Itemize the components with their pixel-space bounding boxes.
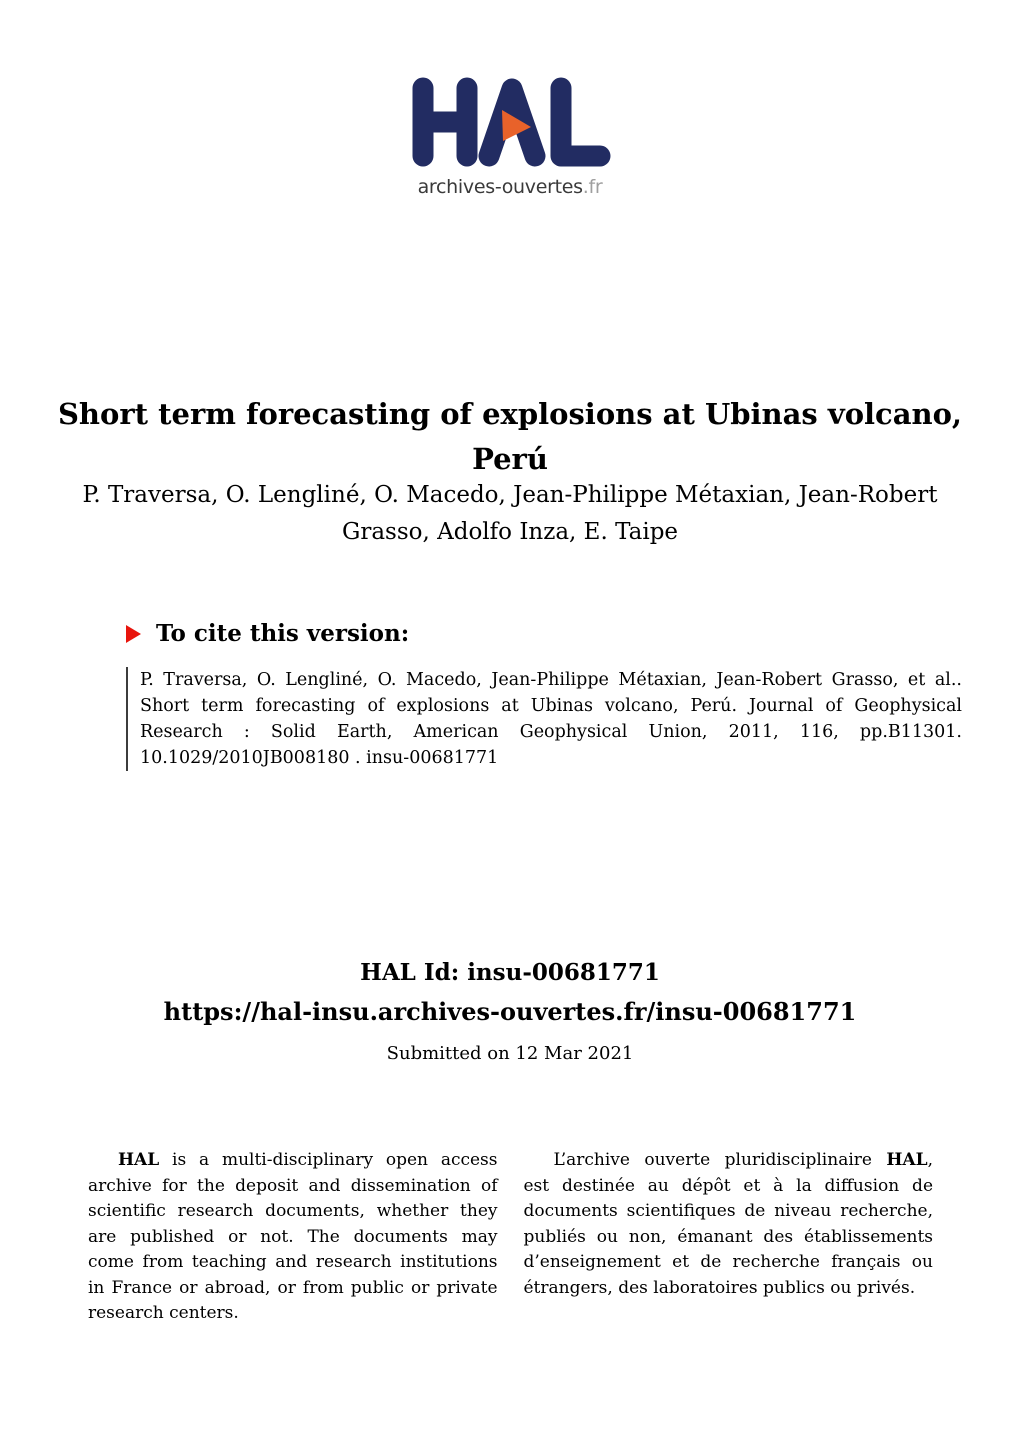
- about-hal-french-pre: L’archive ouverte pluridisciplinaire: [553, 1150, 887, 1170]
- hal-logo-letter-l: [561, 88, 600, 156]
- hal-logo-icon: [408, 76, 613, 168]
- hal-id-block: [0, 958, 1020, 1064]
- hal-logo-subtext: [0, 176, 1020, 198]
- paper-authors: [0, 477, 1020, 551]
- authors-line: P. Traversa, O. Lengliné, O. Macedo, Jean-Philippe Métaxian, Jean-Robert: [82, 482, 938, 508]
- submitted-date: Submitted on 12 Mar 2021: [386, 1043, 634, 1064]
- hal-logo-block: [0, 76, 1020, 198]
- hal-logo-subtext-main: archives-ouvertes: [417, 176, 583, 198]
- hal-bold-lead: HAL: [118, 1150, 160, 1170]
- hal-bold-lead: HAL: [886, 1150, 928, 1170]
- hal-id-url-link[interactable]: https://hal-insu.archives-ouvertes.fr/insu-00681771: [163, 997, 857, 1026]
- red-triangle-bullet-icon: [126, 625, 141, 643]
- paper-title: [0, 392, 1020, 482]
- about-hal-columns: [88, 1148, 933, 1327]
- hal-logo-letter-h: [423, 88, 467, 156]
- cite-heading-label: To cite this version:: [156, 620, 410, 647]
- about-hal-french-text: , est destinée au dépôt et à la diffusion de documents scientifiques de niveau recherche, publiés ou non, émanant des établissements d’enseignement et de recherche français ou étrangers, des laboratoires publics ou privés.: [523, 1150, 933, 1298]
- citation-text: P. Traversa, O. Lengliné, O. Macedo, Jean-Philippe Métaxian, Jean-Robert Grasso, et al.. Short term forecasting of explosions at Ubinas volcano, Perú. Journal of Geophysical Research : Solid Earth, American Geophysical Union, 2011, 116, pp.B11301. 10.1029/2010JB008180 . insu-00681771: [126, 667, 962, 771]
- hal-logo-subtext-domain: .fr: [582, 176, 603, 198]
- authors-line: Grasso, Adolfo Inza, E. Taipe: [341, 519, 679, 545]
- cite-heading: [126, 620, 966, 647]
- about-hal-english-text: is a multi-disciplinary open access archive for the deposit and dissemination of scientific research documents, whether they are published or not. The documents may come from teaching and research institutions in France or abroad, or from public or private research centers.: [88, 1150, 498, 1323]
- hal-id-line: HAL Id: insu-00681771: [360, 959, 660, 986]
- about-hal-french-column: [524, 1148, 934, 1327]
- cite-section: [126, 620, 966, 771]
- paper-title-line: Perú: [472, 442, 548, 476]
- about-hal-french-paragraph: [524, 1148, 934, 1301]
- about-hal-english-column: [88, 1148, 498, 1327]
- paper-title-line: Short term forecasting of explosions at Ubinas volcano,: [57, 397, 963, 431]
- about-hal-english-paragraph: [88, 1148, 498, 1327]
